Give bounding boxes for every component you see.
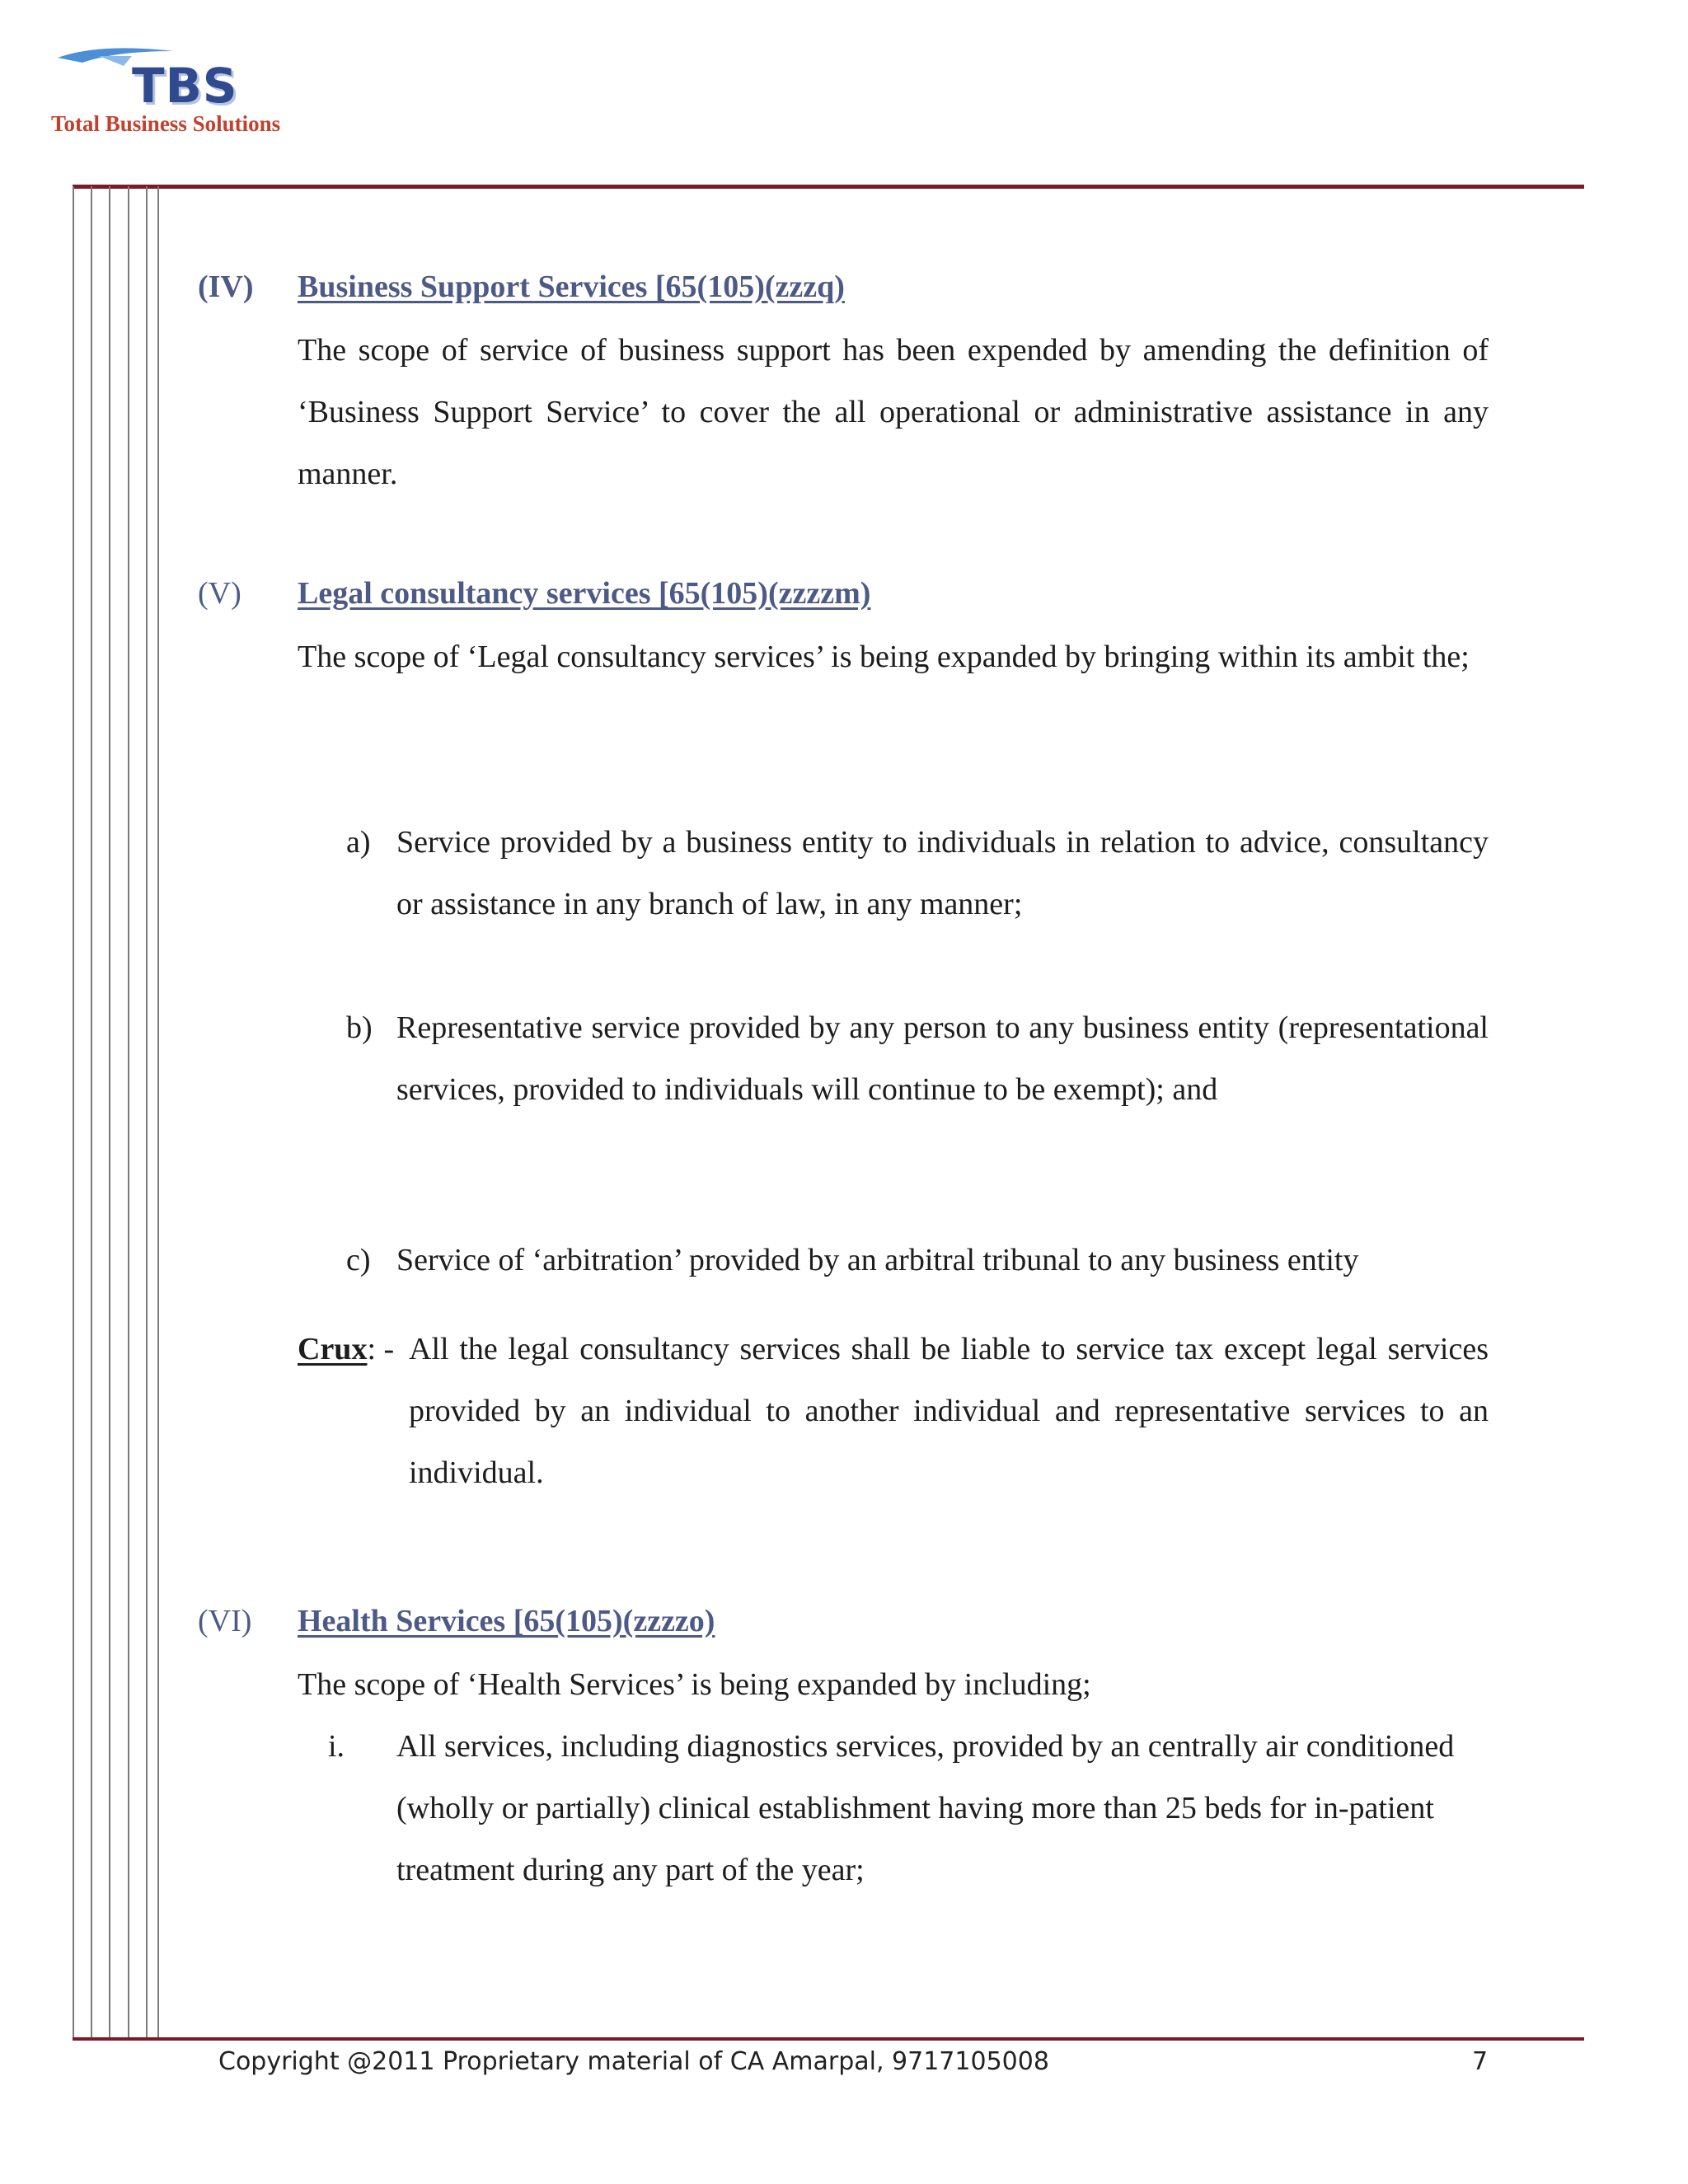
margin-line: [91, 186, 92, 2039]
list-marker: i.: [328, 1729, 345, 1764]
list-item: Service of ‘arbitration’ provided by an arbitral tribunal to any business entity: [396, 1243, 1359, 1277]
page-number: 7: [1472, 2047, 1489, 2076]
list-marker: a): [346, 825, 371, 860]
section-paragraph: The scope of ‘Legal consultancy services’ is being expanded by bringing within its ambit the;: [298, 640, 1470, 674]
list-marker: c): [346, 1243, 371, 1277]
section-paragraph: The scope of service of business support has been expended by amending the definition of ‘Business Support Service’ to cover the all operational or administrative assistance in any manner.: [298, 333, 1489, 491]
logo-tagline: Total Business Solutions: [51, 111, 281, 136]
section-number: (V): [198, 576, 241, 611]
company-logo: [49, 41, 346, 140]
section-paragraph: The scope of ‘Health Services’ is being expanded by including;: [298, 1667, 1091, 1702]
footer-rule: [73, 2037, 1584, 2041]
crux-separator: : -: [367, 1332, 402, 1366]
list-item: All services, including diagnostics services, provided by an centrally air conditioned (wholly or partially) clinical establishment having more than 25 beds for in-patient treatment during any part of the year;: [396, 1729, 1455, 1887]
header-rule: [73, 185, 1584, 189]
crux-heading: [298, 1319, 402, 1380]
section-title: Business Support Services [65(105)(zzzq): [298, 269, 845, 304]
section-title: Legal consultancy services [65(105)(zzzzm): [298, 576, 871, 611]
crux-label: Crux: [298, 1332, 368, 1366]
list-marker: b): [346, 1010, 373, 1045]
margin-line: [73, 186, 74, 2039]
list-item: Representative service provided by any person to any business entity (representational services, provided to individuals will continue to be exempt); and: [396, 1010, 1489, 1107]
section-number: (IV): [198, 269, 254, 304]
crux-text: All the legal consultancy services shall be liable to service tax except legal services provided by an individual to another individual and representative services to an individual.: [409, 1332, 1489, 1490]
section-title: Health Services [65(105)(zzzzo): [298, 1604, 715, 1638]
list-item: Service provided by a business entity to individuals in relation to advice, consultancy or assistance in any branch of law, in any manner;: [396, 825, 1489, 921]
section-number: (VI): [198, 1604, 252, 1638]
logo-name: TBS: [132, 58, 238, 114]
footer-copyright: Copyright @2011 Proprietary material of CA Amarpal, 9717105008: [218, 2047, 1049, 2076]
margin-line: [157, 186, 159, 2039]
margin-line: [128, 186, 129, 2039]
margin-line: [146, 186, 148, 2039]
margin-line: [109, 186, 110, 2039]
